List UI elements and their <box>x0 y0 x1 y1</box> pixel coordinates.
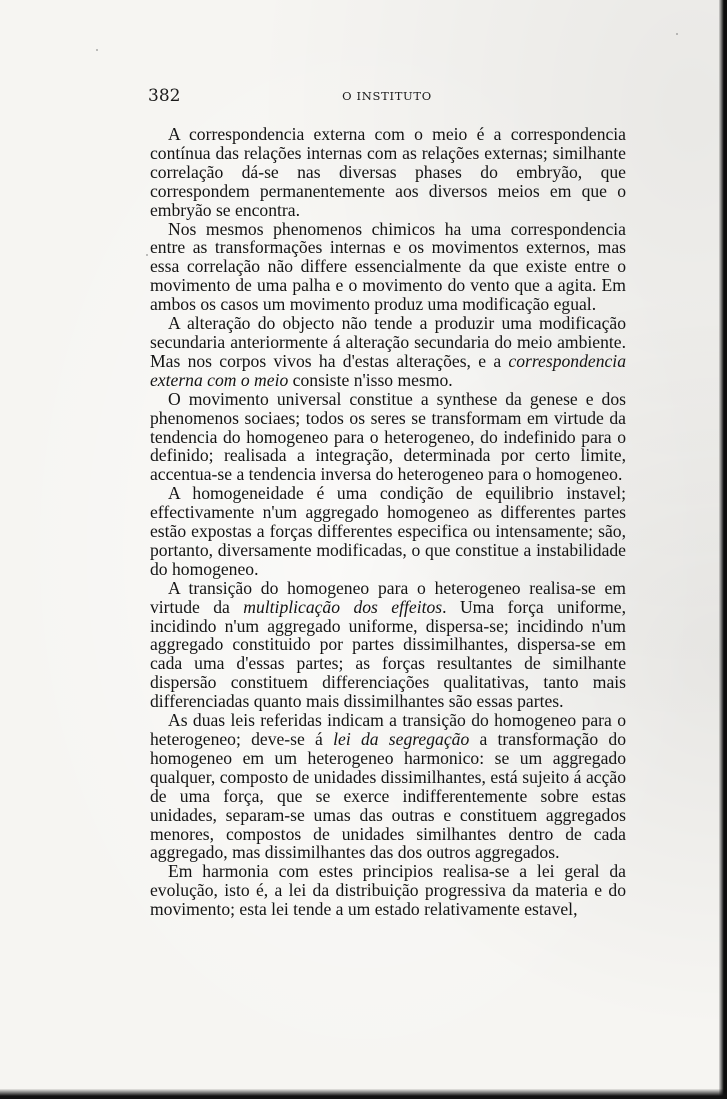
text-run: As duas leis referidas indicam a transição do homogeneo para o heterogeneo; deve-se á <box>150 710 626 749</box>
text-run: A transição do homogeneo para o heterogeneo realisa-se em virtude da <box>150 577 626 617</box>
text-run: . Uma força uniforme, incidindo n'um aggregado uniforme, dispersa-se; incidindo n'um aggregado constituido por partes dissimilhantes, dispersa-se em cada uma d'essas partes; as forças resultantes de similhante dispersão constituem differenciações qualitativas, tanto mais differenciadas quanto mais dissimilhantes são essas partes. <box>150 596 626 712</box>
paragraph <box>150 579 626 711</box>
italic-phrase: multiplicação dos effeitos <box>243 596 443 617</box>
paragraph <box>150 220 626 315</box>
text-run: Nos mesmos phenomenos chimicos ha uma correspondencia entre as transformações internas e os movimentos externos, mas essa correlação não differe essencialmente da que existe entre o movimento de uma palha e o movimento do vento que a agita. Em ambos os casos um movimento produz uma modificação egual. <box>150 218 626 315</box>
paragraph <box>150 711 626 862</box>
running-title: O INSTITUTO <box>342 89 432 103</box>
text-run: A correspondencia externa com o meio é a correspondencia contínua das relações internas com as relações externas; similhante correlação dá-se nas diversas phases do embryão, que correspondem permanentemente aos diversos meios em que o embryão se encontra. <box>150 124 626 220</box>
paragraph <box>150 314 626 390</box>
text-run: A homogeneidade é uma condição de equilibrio instavel; effectivamente n'um aggregado homogeneo as differentes partes estão expostas a forças differentes especifica ou intensamente; são, portanto, diversamente modificadas, o que constitue a instabilidade do homogeneo. <box>150 483 626 579</box>
paper-speck <box>96 49 98 51</box>
page-edge-shadow-right <box>719 0 727 1099</box>
page-edge-shadow-bottom <box>0 1089 727 1099</box>
text-run: consiste n'isso mesmo. <box>288 369 453 390</box>
page-header <box>148 86 626 108</box>
italic-phrase: correspondencia externa com o meio <box>150 350 626 390</box>
paragraph <box>150 862 626 919</box>
italic-phrase: lei da segregação <box>333 729 470 749</box>
text-run: A alteração do objecto não tende a produzir uma modificação secundaria anteriormente á alteração secundaria do meio ambiente. Mas nos corpos vivos ha d'estas alterações, e a <box>150 313 626 371</box>
paragraph <box>150 390 626 485</box>
text-run: O movimento universal constitue a synthese da genese e dos phenomenos sociaes; todos os seres se transformam em virtude da tendencia do homogeneo para o heterogeneo, do indefinido para o definido; realisada a integração, determinada por certo limite, accentua-se a tendencia inversa do heterogeneo para o homogeneo. <box>150 388 626 485</box>
page-number: 382 <box>148 86 181 106</box>
text-run: Em harmonia com estes principios realisa-se a lei geral da evolução, isto é, a lei da distribuição progressiva da materia e do movimento; esta lei tende a um estado relativamente estavel, <box>150 861 626 920</box>
paper-speck <box>676 33 678 35</box>
paper-speck <box>146 254 148 256</box>
paragraph <box>150 484 626 579</box>
paragraph <box>150 125 626 220</box>
text-run: a transformação do homogeneo em um heterogeneo harmonico: se um aggregado qualquer, composto de unidades dissimilhantes, está sujeito á acção de uma força, que se exerce indifferentemente sobre estas unidades, separam-se umas das outras e constituem aggregados menores, compostos de unidades similhantes dentro de cada aggregado, mas dissimilhantes das dos outros aggregados. <box>150 729 626 863</box>
body-text <box>150 125 626 919</box>
